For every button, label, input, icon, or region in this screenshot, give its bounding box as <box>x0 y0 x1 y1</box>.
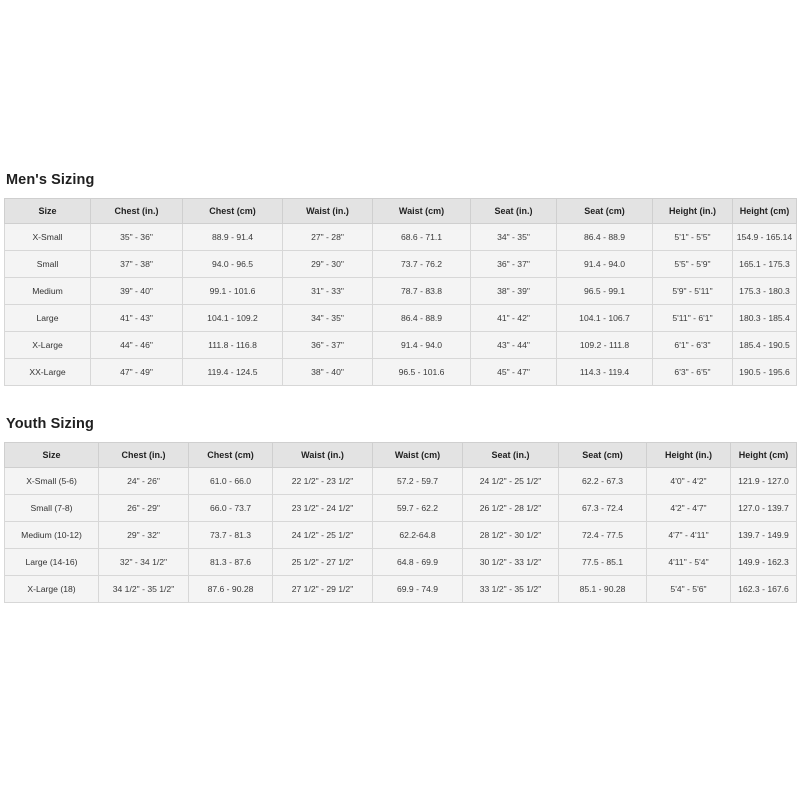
cell-size: X-Small <box>5 224 91 251</box>
cell-size: X-Small (5-6) <box>5 468 99 495</box>
cell-waist-in: 24 1/2" - 25 1/2" <box>273 522 373 549</box>
cell-waist-in: 22 1/2" - 23 1/2" <box>273 468 373 495</box>
table-row <box>5 468 797 495</box>
cell-height-cm: 175.3 - 180.3 <box>733 278 797 305</box>
youth-sizing-title: Youth Sizing <box>6 416 94 432</box>
table-row <box>5 278 797 305</box>
cell-height-in: 5'1" - 5'5" <box>653 224 733 251</box>
cell-chest-in: 41" - 43" <box>91 305 183 332</box>
cell-height-in: 5'9" - 5'11" <box>653 278 733 305</box>
cell-height-cm: 185.4 - 190.5 <box>733 332 797 359</box>
cell-height-in: 4'7" - 4'11" <box>647 522 731 549</box>
cell-chest-in: 37" - 38" <box>91 251 183 278</box>
cell-seat-cm: 85.1 - 90.28 <box>559 576 647 603</box>
cell-size: Large <box>5 305 91 332</box>
cell-seat-cm: 62.2 - 67.3 <box>559 468 647 495</box>
cell-chest-cm: 111.8 - 116.8 <box>183 332 283 359</box>
cell-seat-cm: 109.2 - 111.8 <box>557 332 653 359</box>
cell-chest-in: 24" - 26" <box>99 468 189 495</box>
cell-waist-in: 38" - 40" <box>283 359 373 386</box>
column-header-waist-cm: Waist (cm) <box>373 443 463 468</box>
column-header-size: Size <box>5 443 99 468</box>
cell-chest-in: 26" - 29" <box>99 495 189 522</box>
cell-size: Small <box>5 251 91 278</box>
cell-size: Medium (10-12) <box>5 522 99 549</box>
table-row <box>5 251 797 278</box>
cell-size: X-Large <box>5 332 91 359</box>
column-header-height-in: Height (in.) <box>647 443 731 468</box>
cell-chest-cm: 99.1 - 101.6 <box>183 278 283 305</box>
cell-chest-cm: 104.1 - 109.2 <box>183 305 283 332</box>
table-header-row <box>5 199 797 224</box>
cell-seat-in: 33 1/2" - 35 1/2" <box>463 576 559 603</box>
cell-chest-cm: 94.0 - 96.5 <box>183 251 283 278</box>
cell-size: XX-Large <box>5 359 91 386</box>
cell-height-cm: 121.9 - 127.0 <box>731 468 797 495</box>
table-row <box>5 549 797 576</box>
column-header-seat-in: Seat (in.) <box>471 199 557 224</box>
cell-waist-in: 25 1/2" - 27 1/2" <box>273 549 373 576</box>
cell-seat-cm: 77.5 - 85.1 <box>559 549 647 576</box>
cell-height-cm: 149.9 - 162.3 <box>731 549 797 576</box>
column-header-height-cm: Height (cm) <box>733 199 797 224</box>
column-header-seat-in: Seat (in.) <box>463 443 559 468</box>
youth-sizing-table <box>4 442 797 603</box>
column-header-size: Size <box>5 199 91 224</box>
cell-chest-cm: 61.0 - 66.0 <box>189 468 273 495</box>
cell-seat-cm: 114.3 - 119.4 <box>557 359 653 386</box>
column-header-chest-in: Chest (in.) <box>91 199 183 224</box>
cell-waist-cm: 86.4 - 88.9 <box>373 305 471 332</box>
table-row <box>5 332 797 359</box>
cell-seat-in: 26 1/2" - 28 1/2" <box>463 495 559 522</box>
cell-chest-in: 34 1/2" - 35 1/2" <box>99 576 189 603</box>
cell-height-cm: 180.3 - 185.4 <box>733 305 797 332</box>
cell-seat-cm: 72.4 - 77.5 <box>559 522 647 549</box>
column-header-waist-in: Waist (in.) <box>273 443 373 468</box>
cell-height-in: 5'11" - 6'1" <box>653 305 733 332</box>
cell-seat-in: 45" - 47" <box>471 359 557 386</box>
cell-waist-in: 27" - 28" <box>283 224 373 251</box>
table-row <box>5 576 797 603</box>
cell-height-cm: 165.1 - 175.3 <box>733 251 797 278</box>
cell-height-in: 6'3" - 6'5" <box>653 359 733 386</box>
cell-chest-cm: 88.9 - 91.4 <box>183 224 283 251</box>
cell-seat-cm: 96.5 - 99.1 <box>557 278 653 305</box>
cell-seat-in: 38" - 39" <box>471 278 557 305</box>
mens-sizing-section <box>0 172 800 386</box>
column-header-chest-cm: Chest (cm) <box>189 443 273 468</box>
table-row <box>5 359 797 386</box>
cell-waist-cm: 59.7 - 62.2 <box>373 495 463 522</box>
cell-size: X-Large (18) <box>5 576 99 603</box>
cell-seat-in: 34" - 35" <box>471 224 557 251</box>
cell-chest-cm: 87.6 - 90.28 <box>189 576 273 603</box>
cell-waist-cm: 64.8 - 69.9 <box>373 549 463 576</box>
column-header-height-cm: Height (cm) <box>731 443 797 468</box>
table-row <box>5 522 797 549</box>
column-header-chest-cm: Chest (cm) <box>183 199 283 224</box>
column-header-waist-cm: Waist (cm) <box>373 199 471 224</box>
cell-waist-cm: 68.6 - 71.1 <box>373 224 471 251</box>
cell-waist-in: 34" - 35" <box>283 305 373 332</box>
cell-waist-in: 36" - 37" <box>283 332 373 359</box>
cell-seat-in: 41" - 42" <box>471 305 557 332</box>
cell-chest-in: 29" - 32" <box>99 522 189 549</box>
column-header-seat-cm: Seat (cm) <box>557 199 653 224</box>
cell-height-in: 5'4" - 5'6" <box>647 576 731 603</box>
cell-size: Medium <box>5 278 91 305</box>
cell-seat-in: 36" - 37" <box>471 251 557 278</box>
cell-chest-in: 35" - 36" <box>91 224 183 251</box>
cell-chest-cm: 73.7 - 81.3 <box>189 522 273 549</box>
cell-seat-cm: 67.3 - 72.4 <box>559 495 647 522</box>
youth-sizing-section <box>0 416 800 603</box>
cell-waist-in: 29" - 30" <box>283 251 373 278</box>
cell-height-cm: 139.7 - 149.9 <box>731 522 797 549</box>
cell-height-cm: 162.3 - 167.6 <box>731 576 797 603</box>
cell-height-in: 4'2" - 4'7" <box>647 495 731 522</box>
column-header-chest-in: Chest (in.) <box>99 443 189 468</box>
column-header-height-in: Height (in.) <box>653 199 733 224</box>
cell-waist-in: 27 1/2" - 29 1/2" <box>273 576 373 603</box>
cell-waist-cm: 73.7 - 76.2 <box>373 251 471 278</box>
table-row <box>5 224 797 251</box>
column-header-seat-cm: Seat (cm) <box>559 443 647 468</box>
mens-sizing-table <box>4 198 797 386</box>
table-row <box>5 305 797 332</box>
cell-chest-in: 44" - 46" <box>91 332 183 359</box>
cell-seat-in: 43" - 44" <box>471 332 557 359</box>
cell-waist-cm: 62.2-64.8 <box>373 522 463 549</box>
cell-seat-in: 28 1/2" - 30 1/2" <box>463 522 559 549</box>
cell-seat-in: 24 1/2" - 25 1/2" <box>463 468 559 495</box>
cell-height-in: 5'5" - 5'9" <box>653 251 733 278</box>
cell-waist-cm: 57.2 - 59.7 <box>373 468 463 495</box>
cell-seat-cm: 86.4 - 88.9 <box>557 224 653 251</box>
cell-waist-in: 23 1/2" - 24 1/2" <box>273 495 373 522</box>
cell-waist-cm: 69.9 - 74.9 <box>373 576 463 603</box>
cell-seat-cm: 104.1 - 106.7 <box>557 305 653 332</box>
cell-chest-cm: 119.4 - 124.5 <box>183 359 283 386</box>
cell-waist-in: 31" - 33" <box>283 278 373 305</box>
column-header-waist-in: Waist (in.) <box>283 199 373 224</box>
cell-height-in: 4'0" - 4'2" <box>647 468 731 495</box>
cell-height-in: 6'1" - 6'3" <box>653 332 733 359</box>
cell-chest-in: 47" - 49" <box>91 359 183 386</box>
cell-size: Large (14-16) <box>5 549 99 576</box>
cell-height-in: 4'11" - 5'4" <box>647 549 731 576</box>
cell-chest-in: 32" - 34 1/2" <box>99 549 189 576</box>
table-row <box>5 495 797 522</box>
mens-sizing-title: Men's Sizing <box>6 172 95 188</box>
cell-seat-in: 30 1/2" - 33 1/2" <box>463 549 559 576</box>
cell-height-cm: 190.5 - 195.6 <box>733 359 797 386</box>
cell-size: Small (7-8) <box>5 495 99 522</box>
cell-chest-cm: 66.0 - 73.7 <box>189 495 273 522</box>
cell-chest-in: 39" - 40" <box>91 278 183 305</box>
cell-chest-cm: 81.3 - 87.6 <box>189 549 273 576</box>
cell-waist-cm: 96.5 - 101.6 <box>373 359 471 386</box>
cell-waist-cm: 91.4 - 94.0 <box>373 332 471 359</box>
cell-waist-cm: 78.7 - 83.8 <box>373 278 471 305</box>
cell-height-cm: 127.0 - 139.7 <box>731 495 797 522</box>
cell-seat-cm: 91.4 - 94.0 <box>557 251 653 278</box>
cell-height-cm: 154.9 - 165.14 <box>733 224 797 251</box>
table-header-row <box>5 443 797 468</box>
